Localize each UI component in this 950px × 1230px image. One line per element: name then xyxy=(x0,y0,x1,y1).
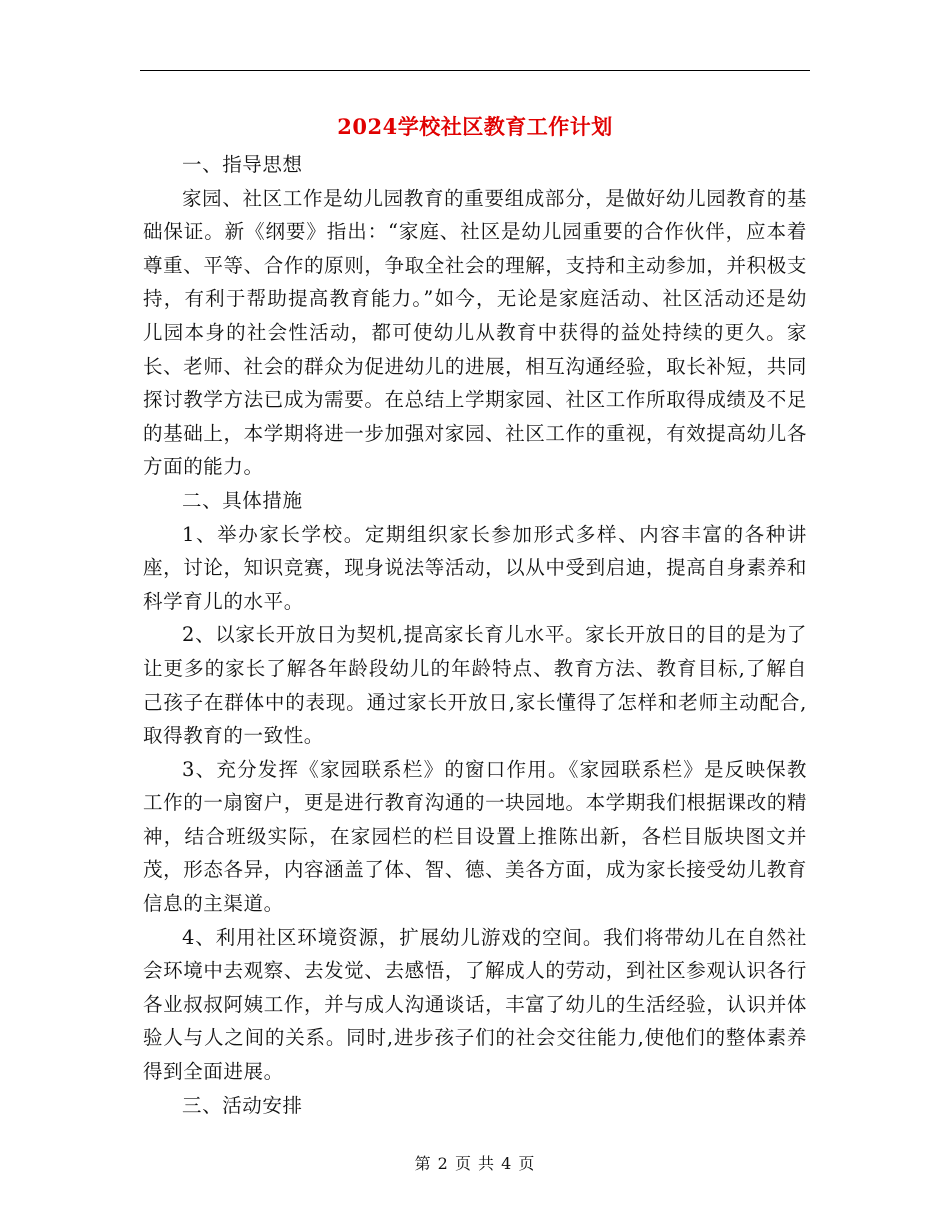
header-rule xyxy=(140,70,810,71)
body-paragraph: 1、举办家长学校。定期组织家长参加形式多样、内容丰富的各种讲座，讨论，知识竞赛，现身说法等活动，以从中受到启迪，提高自身素养和科学育儿的水平。 xyxy=(143,522,807,613)
body-paragraph: 4、利用社区环境资源，扩展幼儿游戏的空间。我们将带幼儿在自然社会环境中去观察、去发觉、去感悟，了解成人的劳动，到社区参观认识各行各业叔叔阿姨工作，并与成人沟通谈话，丰富了幼儿的生活经验，认识并体验人与人之间的关系。同时,进步孩子们的社会交往能力,使他们的整体素养得到全面进展。 xyxy=(143,925,807,1084)
body-paragraph: 家园、社区工作是幼儿园教育的重要组成部分，是做好幼儿园教育的基础保证。新《纲要》指出：“家庭、社区是幼儿园重要的合作伙伴，应本着尊重、平等、合作的原则，争取全社会的理解，支持和主动参加，并积极支持，有利于帮助提高教育能力。”如今，无论是家庭活动、社区活动还是幼儿园本身的社会性活动，都可使幼儿从教育中获得的益处持续的更久。家长、老师、社会的群众为促进幼儿的进展，相互沟通经验，取长补短，共同探讨教学方法已成为需要。在总结上学期家园、社区工作所取得成绩及不足的基础上，本学期将进一步加强对家园、社区工作的重视，有效提高幼儿各方面的能力。 xyxy=(143,186,807,479)
document-body xyxy=(143,148,807,1122)
section-heading: 二、具体措施 xyxy=(182,488,303,512)
document-title: 2024学校社区教育工作计划 xyxy=(337,114,613,139)
body-paragraph: 3、充分发挥《家园联系栏》的窗口作用。《家园联系栏》是反映保教工作的一扇窗户，更是进行教育沟通的一块园地。本学期我们根据课改的精神，结合班级实际，在家园栏的栏目设置上推陈出新，各栏目版块图文并茂，形态各异，内容涵盖了体、智、德、美各方面，成为家长接受幼儿教育信息的主渠道。 xyxy=(143,757,807,916)
section-heading: 三、活动安排 xyxy=(182,1093,303,1117)
body-paragraph: 2、以家长开放日为契机,提高家长育儿水平。家长开放日的目的是为了让更多的家长了解各年龄段幼儿的年龄特点、教育方法、教育目标,了解自己孩子在群体中的表现。通过家长开放日,家长懂得了怎样和老师主动配合,取得教育的一致性。 xyxy=(143,623,807,748)
section-heading: 一、指导思想 xyxy=(182,153,303,176)
page-number-footer: 第 2 页 共 4 页 xyxy=(414,1154,536,1173)
